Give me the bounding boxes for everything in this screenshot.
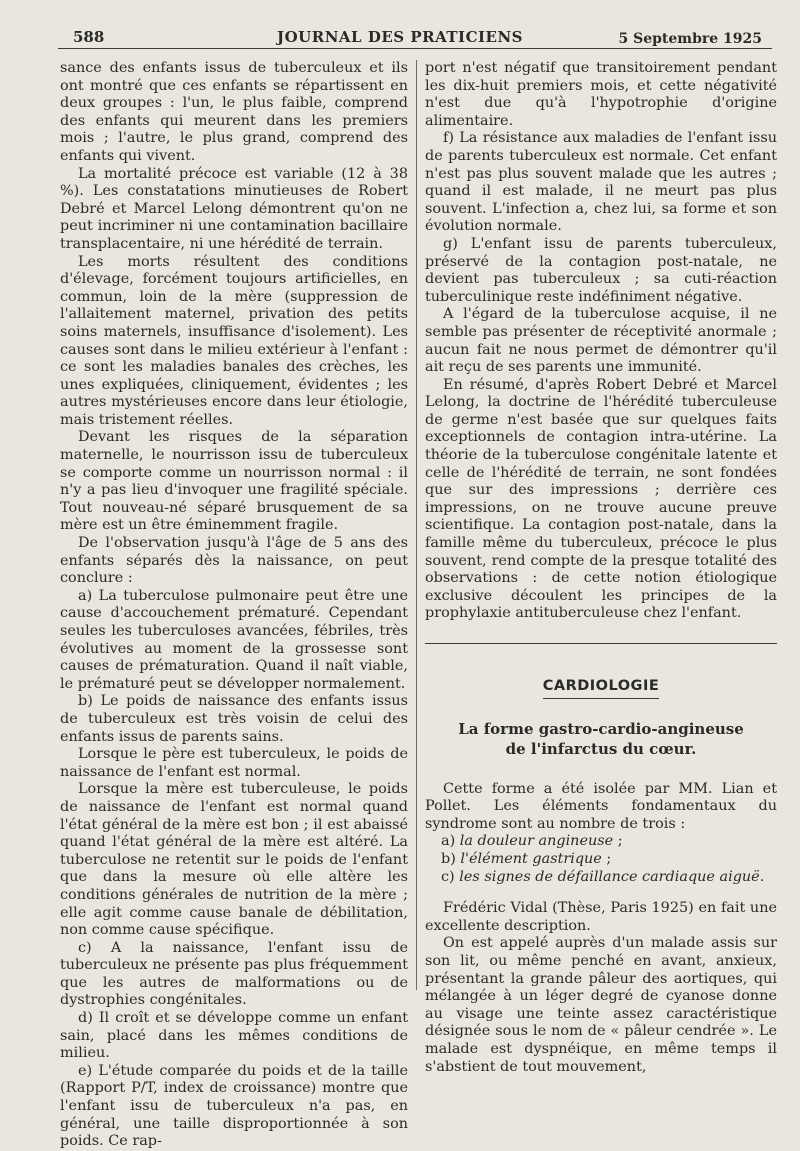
- list-end: ;: [613, 833, 623, 850]
- left-column: [60, 60, 408, 1151]
- list-text: l'élément gastrique: [460, 850, 602, 867]
- article-title: [425, 719, 777, 759]
- paragraph: f) La résistance aux maladies de l'enfant issu de parents tuberculeux est normale. Cet enfant n'est pas plus souvent malade que les autres ; quand il est malade, il ne meurt pas plus souvent. L'infection a, chez lui, sa forme et son évolution normale.: [425, 130, 777, 235]
- list-marker: c): [441, 868, 455, 885]
- paragraph: a) La tuberculose pulmonaire peut être une cause d'accouchement prématuré. Cependant seules les tuberculoses avancées, fébriles, très évolutives au moment de la grossesse sont causes de prématuration. Quand il naît viable, le prématuré peut se développer normalement.: [60, 587, 408, 692]
- paragraph: Lorsque le père est tuberculeux, le poids de naissance de l'enfant est normal.: [60, 746, 408, 780]
- paragraph: e) L'étude comparée du poids et de la taille (Rapport P/T, index de croissance) montre que l'enfant issu de tuberculeux n'a pas, en général, une taille disproportionnée à son poids. Ce rap-: [60, 1062, 408, 1150]
- paragraph: La mortalité précoce est variable (12 à 38 %). Les constatations minutieuses de Robert Debré et Marcel Lelong démontrent qu'on ne peut incriminer ni une contamination bacillaire transplacentaire, ni une hérédité de terrain.: [60, 165, 408, 252]
- paragraph: c) A la naissance, l'enfant issu de tuberculeux ne présente pas plus fréquemment que les autres de malformations ou de dystrophies congénitales.: [60, 939, 408, 1009]
- header-rule: [58, 48, 772, 49]
- paragraph: Frédéric Vidal (Thèse, Paris 1925) en fait une excellente description.: [425, 900, 777, 934]
- list-end: .: [759, 868, 765, 885]
- paragraph: Lorsque la mère est tuberculeuse, le poids de naissance de l'enfant est normal quand l'état général de la mère est bon ; il est abaissé quand l'état général de la mère est altéré. La tuberculose ne retentit sur le poids de l'enfant que dans la mesure où elle altère les conditions générales de nutrition de la mère ; elle agit comme cause banale de débilitation, non comme cause spécifique.: [60, 781, 408, 939]
- list-item: [425, 833, 777, 851]
- journal-title: JOURNAL DES PRATICIENS: [277, 28, 523, 46]
- section-heading: [425, 678, 777, 699]
- section-rule: [425, 643, 777, 644]
- list-item: [425, 869, 777, 887]
- list-marker: b): [441, 850, 456, 867]
- paragraph: sance des enfants issus de tuberculeux et ils ont montré que ces enfants se répartissent en deux groupes : l'un, le plus faible, comprend des enfants qui meurent dans les premiers mois ; l'autre, le plus grand, comprend des enfants qui vivent.: [60, 60, 408, 164]
- paragraph: Cette forme a été isolée par MM. Lian et Pollet. Les éléments fondamentaux du syndrome sont au nombre de trois :: [425, 780, 777, 832]
- list-marker: a): [441, 833, 456, 850]
- page-number: 588: [73, 28, 105, 46]
- article-title-line: La forme gastro-cardio-angineuse: [458, 719, 744, 738]
- paragraph: g) L'enfant issu de parents tuberculeux, préservé de la contagion post-natale, ne devient pas tuberculeux ; sa cuti-réaction tuberculinique reste indéfiniment négative.: [425, 235, 777, 305]
- paragraph: Les morts résultent des conditions d'élevage, forcément toujours artificielles, en commun, loin de la mère (suppression de l'allaitement maternel, privation des petits soins maternels, insuffisance d'isolement). Les causes sont dans le milieu extérieur à l'enfant : ce sont les maladies banales des crèches, les unes expliquées, cliniquement, évidentes ; les autres mystérieuses encore dans leur étiologie, mais tristement réelles.: [60, 253, 408, 428]
- section-heading-text: CARDIOLOGIE: [543, 678, 660, 699]
- page-header: [0, 0, 800, 52]
- paragraph: port n'est négatif que transitoirement pendant les dix-huit premiers mois, et cette négativité n'est due qu'à l'hypotrophie d'origine alimentaire.: [425, 60, 777, 129]
- paragraph: A l'égard de la tuberculose acquise, il ne semble pas présenter de réceptivité anormale ; aucun fait ne nous permet de démontrer qu'il ait reçu de ses parents une immunité.: [425, 306, 777, 376]
- paragraph: On est appelé auprès d'un malade assis sur son lit, ou même penché en avant, anxieux, présentant la grande pâleur des aortiques, qui mélangée à un léger degré de cyanose donne au visage une teinte assez caractéristique désignée sous le nom de « pâleur cendrée ». Le malade est dyspnéique, en même temps il s'abstient de tout mouvement,: [425, 935, 777, 1075]
- right-column: [425, 60, 777, 1076]
- paragraph: b) Le poids de naissance des enfants issus de tuberculeux est très voisin de celui des enfants issus de parents sains.: [60, 693, 408, 745]
- issue-date: 5 Septembre 1925: [618, 31, 762, 47]
- paragraph: d) Il croît et se développe comme un enfant sain, placé dans les mêmes conditions de milieu.: [60, 1010, 408, 1062]
- list-text: les signes de défaillance cardiaque aiguë: [459, 868, 760, 885]
- paragraph: De l'observation jusqu'à l'âge de 5 ans des enfants séparés dès la naissance, on peut conclure :: [60, 535, 408, 587]
- list-text: la douleur angineuse: [459, 833, 614, 850]
- list-item: [425, 851, 777, 869]
- article-title-line: de l'infarctus du cœur.: [505, 739, 697, 758]
- paragraph: Devant les risques de la séparation maternelle, le nourrisson issu de tuberculeux se comporte comme un nourrisson normal : il n'y a pas lieu d'invoquer une fragilité spéciale. Tout nouveau-né séparé brusquement de sa mère est un être éminemment fragile.: [60, 429, 408, 534]
- paragraph: En résumé, d'après Robert Debré et Marcel Lelong, la doctrine de l'hérédité tuberculeuse de germe n'est basée que sur quelques faits exceptionnels de contagion intra-utérine. La théorie de la tuberculose congénitale latente et celle de l'hérédité de terrain, ne sont fondées que sur des impressions ; derrière ces impressions, on ne trouve aucune preuve scientifique. La contagion post-natale, dans la famille même du tuberculeux, précoce le plus souvent, rend compte de la presque totalité des observations : de cette notion étiologique exclusive découlent les principes de la prophylaxie antituberculeuse chez l'enfant.: [425, 376, 777, 622]
- list-end: ;: [601, 850, 612, 867]
- column-divider: [416, 60, 417, 990]
